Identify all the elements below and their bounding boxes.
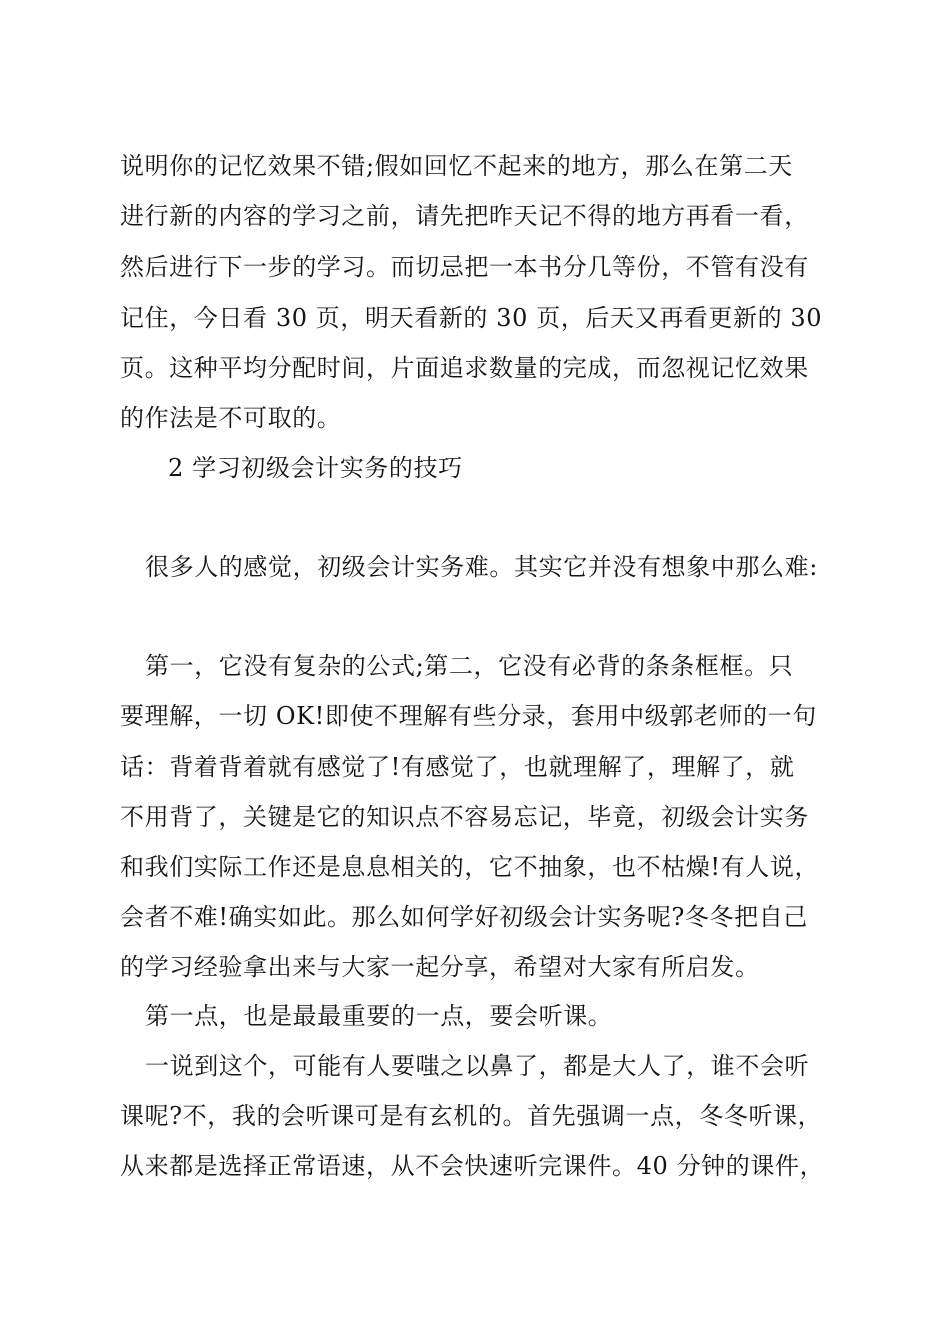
body-text-line: 进行新的内容的学习之前，请先把昨天记不得的地方再看一看， <box>120 202 809 230</box>
body-text-line: 要理解，一切 OK!即使不理解有些分录，套用中级郭老师的一句 <box>120 702 817 730</box>
body-text-line: 会者不难!确实如此。那么如何学好初级会计实务呢?冬冬把自己 <box>120 903 808 931</box>
body-text-line: 记住，今日看 30 页，明天看新的 30 页，后天又再看更新的 30 <box>120 304 823 332</box>
body-text-line: 第一，它没有复杂的公式;第二，它没有必背的条条框框。只 <box>145 652 794 680</box>
body-text-line: 课呢?不，我的会听课可是有玄机的。首先强调一点，冬冬听课， <box>120 1102 823 1130</box>
point-heading: 第一点，也是最最重要的一点，要会听课。 <box>145 1002 613 1030</box>
body-text-line: 不用背了，关键是它的知识点不容易忘记，毕竟，初级会计实务 <box>120 803 809 831</box>
body-text-line: 说明你的记忆效果不错;假如回忆不起来的地方，那么在第二天 <box>120 152 793 180</box>
body-text-line: 然后进行下一步的学习。而切忌把一本书分几等份，不管有没有 <box>120 253 809 281</box>
body-text-line: 页。这种平均分配时间，片面追求数量的完成，而忽视记忆效果 <box>120 354 809 382</box>
body-text-line: 的学习经验拿出来与大家一起分享，希望对大家有所启发。 <box>120 953 760 981</box>
intro-paragraph: 很多人的感觉，初级会计实务难。其实它并没有想象中那么难: <box>145 553 818 581</box>
body-text-line: 从来都是选择正常语速，从不会快速听完课件。40 分钟的课件， <box>120 1152 825 1180</box>
body-text-line: 的作法是不可取的。 <box>120 404 342 432</box>
section-heading: 2 学习初级会计实务的技巧 <box>168 454 463 482</box>
body-text-line: 和我们实际工作还是息息相关的，它不抽象，也不枯燥!有人说， <box>120 853 820 881</box>
body-text-line: 一说到这个，可能有人要嗤之以鼻了，都是大人了，谁不会听 <box>145 1052 810 1080</box>
body-text-line: 话：背着背着就有感觉了!有感觉了，也就理解了，理解了，就 <box>120 753 795 781</box>
